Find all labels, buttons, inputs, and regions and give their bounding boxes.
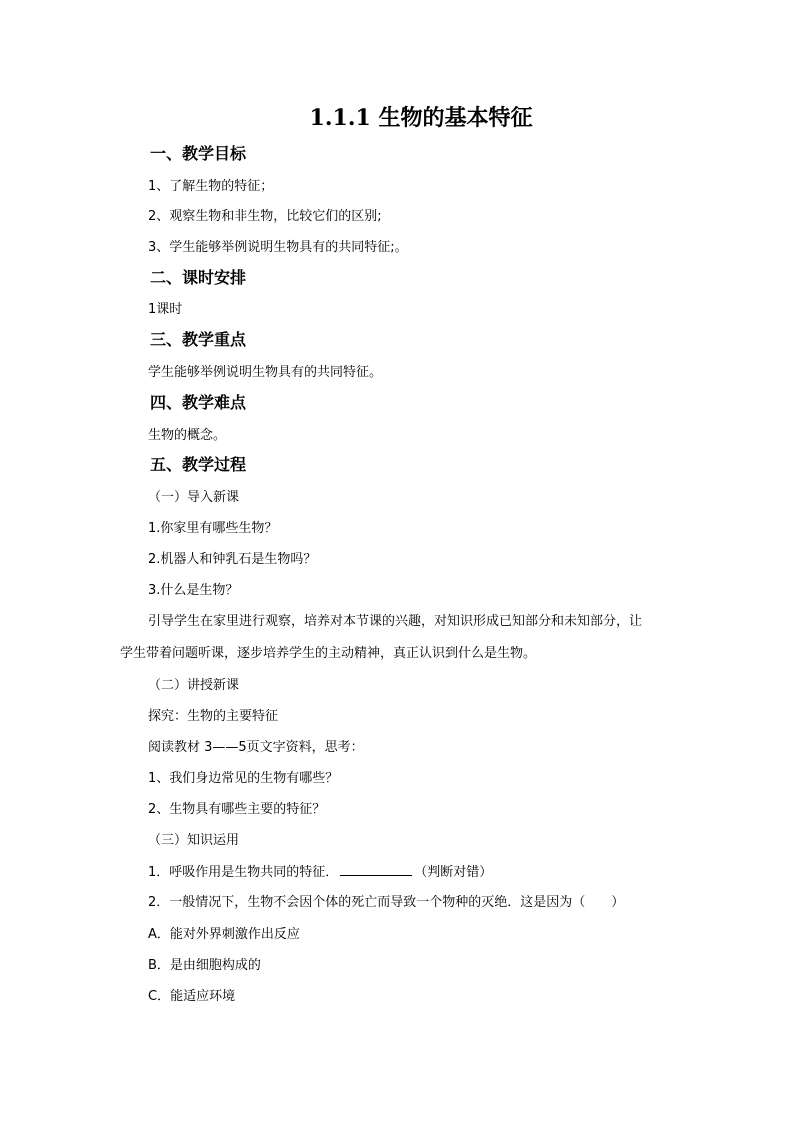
section-heading-objectives: 一、教学目标	[150, 144, 247, 163]
exercise-1-text: 1．呼吸作用是生物共同的特征．	[148, 865, 339, 880]
option-b: B．是由细胞构成的	[148, 958, 261, 973]
explore-text: 探究：生物的主要特征	[148, 709, 279, 724]
section-heading-process: 五、教学过程	[150, 455, 247, 474]
paragraph-line: 引导学生在家里进行观察，培养对本节课的兴趣，对知识形成已知部分和未知部分，让	[148, 614, 643, 629]
section-heading-difficulties: 四、教学难点	[150, 393, 247, 412]
subsection-teaching: （二）讲授新课	[148, 678, 240, 693]
exercise-1	[148, 863, 492, 882]
think-item: 1、我们身边常见的生物有哪些？	[148, 771, 339, 786]
question-item: 3.什么是生物？	[148, 583, 239, 598]
exercise-1-hint: （判断对错）	[414, 865, 493, 880]
answer-blank[interactable]	[340, 863, 412, 876]
think-item: 2、生物具有哪些主要的特征？	[148, 802, 326, 817]
key-points-text: 学生能够举例说明生物具有的共同特征。	[148, 365, 383, 380]
section-heading-schedule: 二、课时安排	[150, 268, 247, 287]
option-a: A．能对外界刺激作出反应	[148, 927, 300, 942]
difficulties-text: 生物的概念。	[148, 428, 227, 443]
paragraph-line: 学生带着问题听课，逐步培养学生的主动精神，真正认识到什么是生物。	[120, 646, 537, 661]
reading-text: 阅读教材 3——5页文字资料，思考：	[148, 740, 364, 755]
option-c: C．能适应环境	[148, 989, 236, 1004]
schedule-text: 1课时	[148, 302, 183, 317]
objective-item: 3、学生能够举例说明生物具有的共同特征;。	[148, 240, 408, 255]
question-item: 2.机器人和钟乳石是生物吗？	[148, 552, 317, 567]
objective-item: 1、了解生物的特征；	[148, 179, 274, 194]
page-title: 1.1.1 生物的基本特征	[309, 105, 533, 131]
subsection-intro: （一）导入新课	[148, 490, 240, 505]
objective-item: 2、观察生物和非生物，比较它们的区别;	[148, 209, 382, 224]
subsection-application: （三）知识运用	[148, 833, 240, 848]
section-heading-key-points: 三、教学重点	[150, 330, 247, 349]
question-item: 1.你家里有哪些生物？	[148, 521, 278, 536]
exercise-2: 2．一般情况下，生物不会因个体的死亡而导致一个物种的灭绝．这是因为（ ）	[148, 895, 625, 910]
